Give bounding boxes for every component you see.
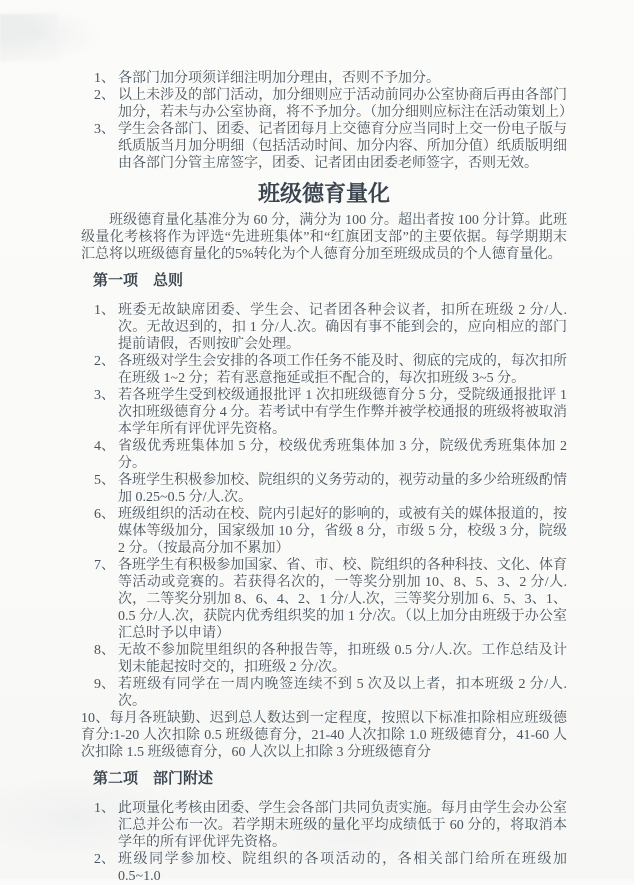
item-number: 9、 (94, 677, 115, 692)
item-number: 1、 (94, 801, 115, 816)
section-heading: 第二项 部门附述 (93, 771, 214, 787)
list-item (81, 851, 567, 885)
item-text: 无故不参加院里组织的各种报告等，扣班级 0.5 分/人.次。工作总结及计划未能起按时交的，扣班级 2 分/次。 (118, 643, 567, 675)
list-item (81, 70, 567, 87)
list-item (81, 387, 567, 438)
item-number: 4、 (94, 439, 115, 454)
intro-paragraph: 班级德育量化基准分为 60 分，满分为 100 分。超出者按 100 分计算。此班级量化考核将作为评选“先进班集体”和“红旗团支部”的主要依据。每学期期末汇总将以班级德育量化的5%转化为个人德育分加至班级成员的个人德育量化。 (81, 213, 567, 262)
item-text: 以上未涉及的部门活动，加分细则应于活动前同办公室协商后再由各部门加分，若未与办公室协商，将不予加分。（加分细则应标注在活动策划上） (118, 88, 573, 120)
list-item (81, 506, 567, 557)
list-item (81, 472, 567, 506)
item-text: 各班学生积极参加校、院组织的义务劳动的，视劳动量的多少给班级酌情加 0.25~0.5 分/人.次。 (118, 473, 567, 505)
item-text: 各班学生有积极参加国家、省、市、校、院组织的各种科技、文化、体育等活动或竞赛的。若获得名次的，一等奖分别加 10、8、5、3、2 分/人.次，二等奖分别加 8、6、4、2、1 分/人.次，三等奖分别加 6、5、3、1、0.5 分/人.次，获院内优秀组织奖的加 1 分/次。（以上加分由班级于办公室汇总时予以申请） (118, 558, 567, 641)
item-number: 3、 (94, 388, 115, 403)
item-number: 8、 (94, 643, 115, 658)
item-text: 省级优秀班集体加 5 分，校级优秀班集体加 3 分，院级优秀班集体加 2 分。 (118, 439, 567, 471)
item-text: 班委无故缺席团委、学生会、记者团各种会议者，扣所在班级 2 分/人.次。无故迟到的，扣 1 分/人.次。确因有事不能到会的，应向相应的部门提前请假，否则按旷会处理。 (118, 303, 567, 352)
list-item (81, 642, 567, 676)
item-text: 此项量化考核由团委、学生会各部门共同负责实施。每月由学生会办公室汇总并公布一次。若学期末班级的量化平均成绩低于 60 分的，将取消本学年的所有评优评先资格。 (118, 801, 567, 850)
list-item (81, 87, 573, 121)
item-text: 各班级对学生会安排的各项工作任务不能及时、彻底的完成的，每次扣所在班级 1~2 分；若有恶意拖延或拒不配合的，每次扣班级 3~5 分。 (118, 354, 567, 386)
list-item (81, 800, 567, 851)
item-text: 若各班学生受到校级通报批评 1 次扣班级德育分 5 分，受院级通报批评 1 次扣班级德育分 4 分。若考试中有学生作弊并被学校通报的班级将被取消本学年所有评优评先资格。 (118, 388, 567, 437)
item-number: 7、 (94, 558, 115, 573)
item-text: 每月各班缺勤、迟到总人数达到一定程度，按照以下标准扣除相应班级德育分:1-20 人次扣除 0.5 班级德育分，21-40 人次扣除 1.0 班级德育分，41-60 人次扣除 1.5 班级德育分，60 人次以上扣除 3 分班级德育分 (81, 711, 568, 760)
list-item (81, 353, 567, 387)
section-general-rules (81, 272, 567, 761)
item-number: 10、 (81, 711, 110, 726)
document-title: 班级德育量化 (257, 181, 390, 206)
item-number: 3、 (94, 122, 115, 137)
item-number: 1、 (94, 71, 115, 86)
document-content (81, 70, 573, 885)
item-number: 2、 (94, 88, 115, 103)
list-item (81, 438, 567, 472)
section-heading: 第一项 总则 (93, 273, 184, 289)
scan-noise-smudge (0, 14, 58, 62)
item-text: 各部门加分项须详细注明加分理由，否则不予加分。 (118, 71, 440, 86)
list-item (81, 710, 567, 761)
item-number: 2、 (94, 852, 115, 867)
item-text: 若班级有同学在一周内晚签连续不到 5 次及以上者，扣本班级 2 分/人.次。 (118, 677, 567, 709)
item-text: 班级同学参加校、院组织的各项活动的，各相关部门给所在班级加 0.5~1.0 (118, 852, 567, 884)
list-item (81, 121, 567, 172)
item-number: 5、 (94, 473, 115, 488)
preamble-list (81, 70, 573, 172)
item-number: 1、 (94, 303, 115, 318)
item-number: 6、 (94, 507, 115, 522)
list-item (81, 676, 567, 710)
list-item (81, 302, 567, 353)
section-department-notes (81, 770, 567, 885)
item-text: 学生会各部门、团委、记者团每月上交德育分应当同时上交一份电子版与纸质版当月加分明细（包括活动时间、加分内容、所加分值）纸质版明细由各部门分管主席签字，团委、记者团由团委老师签字，否则无效。 (118, 122, 567, 171)
list-item (81, 557, 567, 642)
item-text: 班级组织的活动在校、院内引起好的影响的，或被有关的媒体报道的，按媒体等级加分，国家级加 10 分，省级 8 分，市级 5 分，校级 3 分，院级 2 分。（按最高分加不累加） (118, 507, 567, 556)
item-number: 2、 (94, 354, 115, 369)
